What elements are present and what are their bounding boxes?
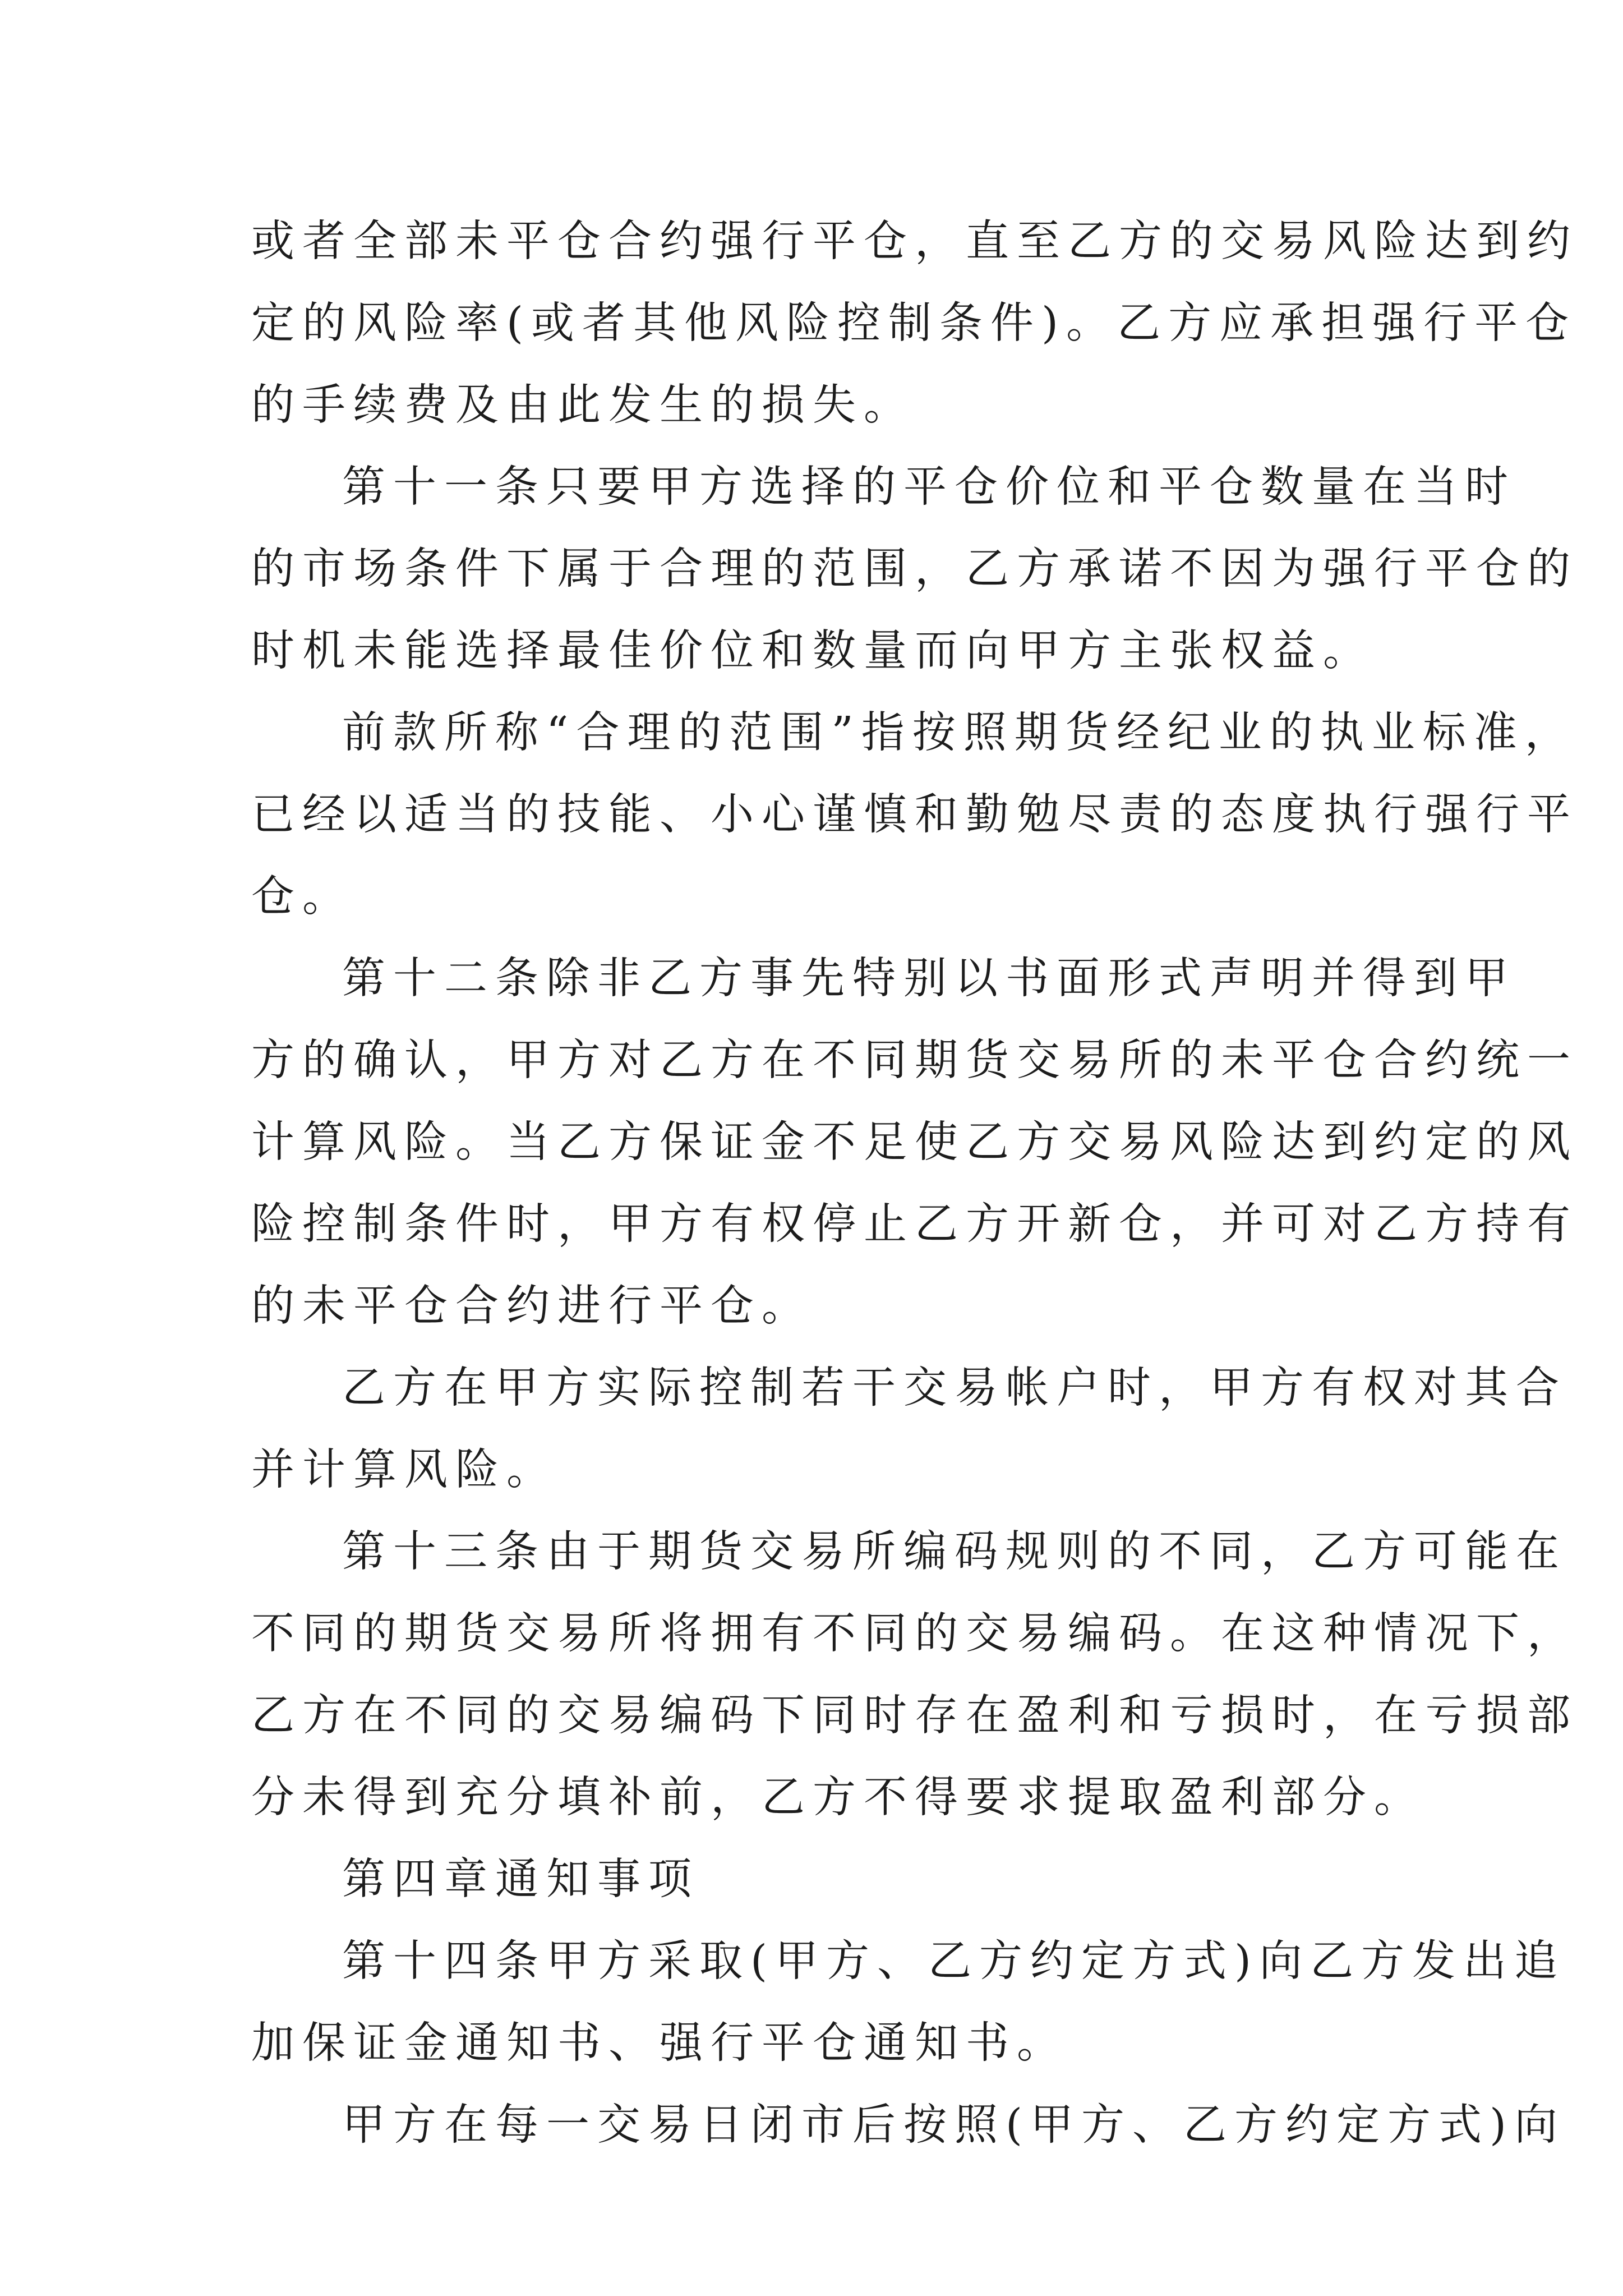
text-line: 第十三条由于期货交易所编码规则的不同，乙方可能在 (342, 1527, 1567, 1577)
text-line: 的市场条件下属于合理的范围，乙方承诺不因为强行平仓的 (251, 544, 1578, 594)
text-line: 的未平仓合约进行平仓。 (251, 1281, 813, 1331)
paragraph-article-14 (251, 1921, 1566, 2085)
text-line: 计算风险。当乙方保证金不足使乙方交易风险达到约定的风 (251, 1117, 1578, 1167)
paragraph-article-11 (251, 447, 1578, 692)
paragraph-article-13 (251, 1511, 1578, 1839)
document-body (251, 201, 1578, 2166)
paragraph-daily-notice (251, 2085, 1566, 2166)
paragraph-reasonable-range (251, 692, 1578, 938)
text-line: 仓。 (251, 872, 353, 922)
text-line: 或者全部未平仓合约强行平仓，直至乙方的交易风险达到约 (251, 217, 1578, 266)
text-line: 险控制条件时，甲方有权停止乙方开新仓，并可对乙方持有 (251, 1199, 1578, 1249)
text-line: 并计算风险。 (251, 1445, 557, 1495)
text-line: 的手续费及由此发生的损失。 (251, 380, 915, 430)
text-line: 已经以适当的技能、小心谨慎和勤勉尽责的态度执行强行平 (251, 790, 1578, 840)
text-line: 加保证金通知书、强行平仓通知书。 (251, 2018, 1068, 2068)
text-line: 分未得到充分填补前，乙方不得要求提取盈利部分。 (251, 1773, 1425, 1823)
text-line: 甲方在每一交易日闭市后按照(甲方、乙方约定方式)向 (342, 2100, 1566, 2150)
paragraph-article-12 (251, 938, 1578, 1347)
text-line: 乙方在不同的交易编码下同时存在盈利和亏损时，在亏损部 (251, 1691, 1578, 1741)
text-line: 不同的期货交易所将拥有不同的交易编码。在这种情况下， (251, 1609, 1578, 1659)
text-line: 乙方在甲方实际控制若干交易帐户时，甲方有权对其合 (342, 1363, 1567, 1413)
text-line: 定的风险率(或者其他风险控制条件)。乙方应承担强行平仓 (251, 298, 1577, 348)
text-line: 第四章通知事项 (342, 1855, 699, 1904)
chapter-heading (251, 1839, 1377, 1921)
paragraph-multiple-accounts (251, 1347, 1567, 1511)
text-line: 第十二条除非乙方事先特别以书面形式声明并得到甲 (342, 954, 1516, 1004)
text-line: 前款所称“合理的范围”指按照期货经纪业的执业标准， (342, 708, 1576, 758)
text-line: 第十一条只要甲方选择的平仓价位和平仓数量在当时 (342, 462, 1516, 512)
paragraph-continuation (251, 201, 1578, 447)
text-line: 方的确认，甲方对乙方在不同期货交易所的未平仓合约统一 (251, 1036, 1578, 1085)
text-line: 第十四条甲方采取(甲方、乙方约定方式)向乙方发出追 (342, 1936, 1566, 1986)
text-line: 时机未能选择最佳价位和数量而向甲方主张权益。 (251, 626, 1374, 676)
